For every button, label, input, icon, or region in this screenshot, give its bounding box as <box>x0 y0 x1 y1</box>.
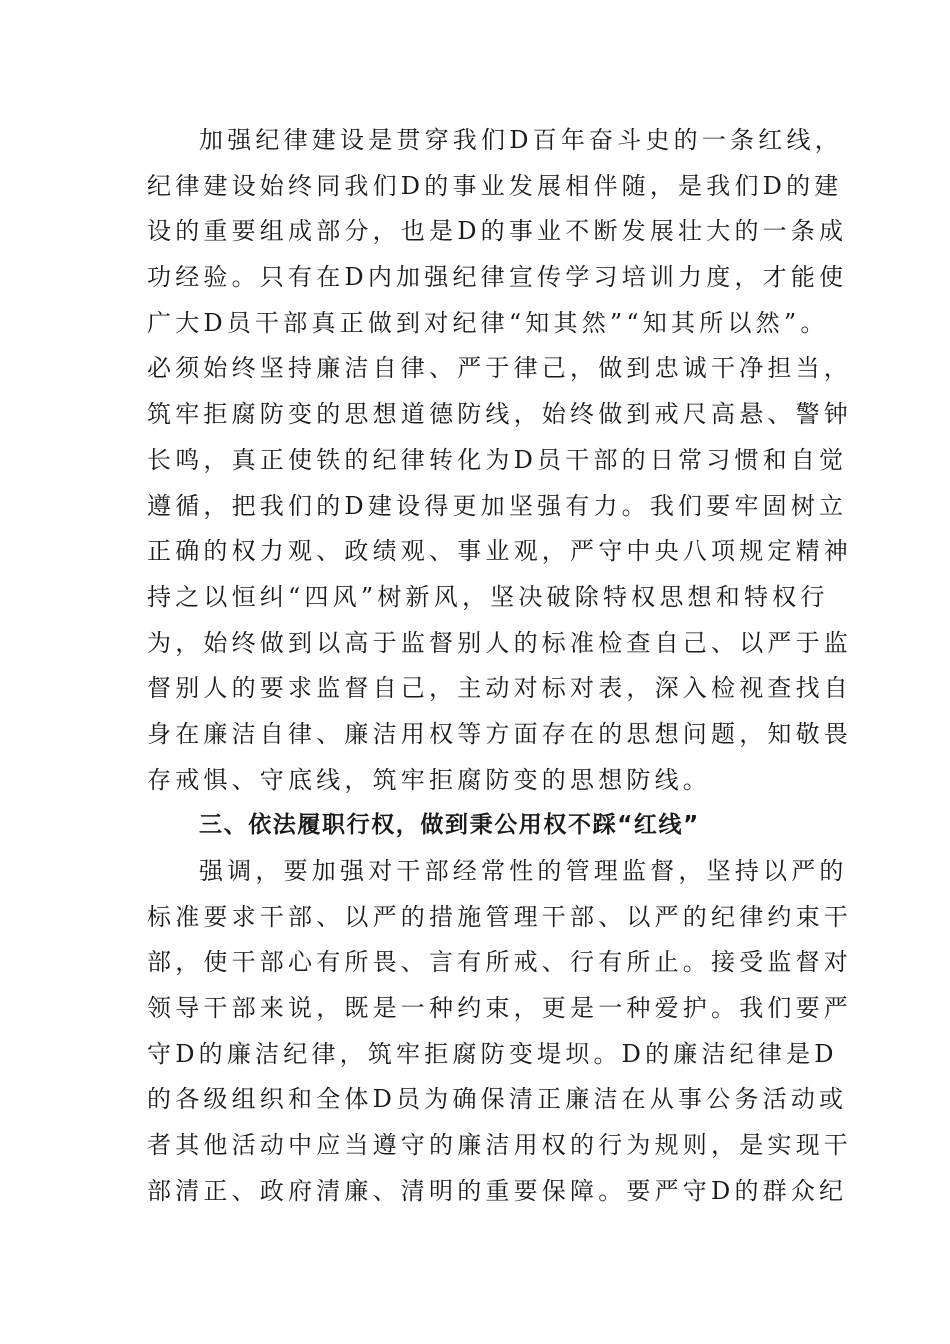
paragraph-line: 正确的权力观、政绩观、事业观，严守中央八项规定精神 <box>147 537 852 566</box>
paragraph-line: 功经验。只有在D内加强纪律宣传学习培训力度，才能使 <box>147 263 848 292</box>
paragraph-line: 广大D员干部真正做到对纪律“知其然”“知其所以然”。 <box>147 308 829 337</box>
paragraph-line: 遵循，把我们的D建设得更加坚强有力。我们要牢固树立 <box>147 491 848 520</box>
paragraph-line: 持之以恒纠“四风”树新风，坚决破除特权思想和特权行 <box>147 582 829 611</box>
document-body <box>147 118 852 1215</box>
section-heading: 三、依法履职行权，做到秉公用权不踩“红线” <box>199 812 700 839</box>
paragraph-line: 纪律建设始终同我们D的事业发展相伴随，是我们D的建 <box>147 171 843 200</box>
paragraph-line: 长鸣，真正使铁的纪律转化为D员干部的日常习惯和自觉 <box>147 445 848 474</box>
paragraph-line: 守D的廉洁纪律，筑牢拒腐防变堤坝。D的廉洁纪律是D <box>147 1039 838 1068</box>
paragraph-line: 加强纪律建设是贯穿我们D百年奋斗史的一条红线， <box>199 126 843 154</box>
paragraph-line: 为，始终做到以高于监督别人的标准检查自己、以严于监 <box>147 628 852 657</box>
paragraph-line: 督别人的要求监督自己，主动对标对表，深入检视查找自 <box>147 674 852 703</box>
paragraph-line: 部清正、政府清廉、清明的重要保障。要严守D的群众纪 <box>147 1176 848 1205</box>
paragraph-line: 筑牢拒腐防变的思想道德防线，始终做到戒尺高悬、警钟 <box>147 400 852 429</box>
paragraph-line: 强调，要加强对干部经常性的管理监督，坚持以严的 <box>199 857 848 885</box>
paragraph-line: 身在廉洁自律、廉洁用权等方面存在的思想问题，知敬畏 <box>147 719 852 748</box>
paragraph-line: 部，使干部心有所畏、言有所戒、行有所止。接受监督对 <box>147 948 852 977</box>
paragraph-line: 存戒惧、守底线，筑牢拒腐防变的思想防线。 <box>147 765 711 794</box>
paragraph-line: 者其他活动中应当遵守的廉洁用权的行为规则，是实现干 <box>147 1131 852 1160</box>
paragraph-line: 标准要求干部、以严的措施管理干部、以严的纪律约束干 <box>147 902 852 931</box>
paragraph-line: 必须始终坚持廉洁自律、严于律己，做到忠诚干净担当， <box>147 354 852 383</box>
paragraph-line: 设的重要组成部分，也是D的事业不断发展壮大的一条成 <box>147 217 848 246</box>
paragraph-line: 领导干部来说，既是一种约束，更是一种爱护。我们要严 <box>147 994 852 1023</box>
paragraph-line: 的各级组织和全体D员为确保清正廉洁在从事公务活动或 <box>147 1085 848 1114</box>
